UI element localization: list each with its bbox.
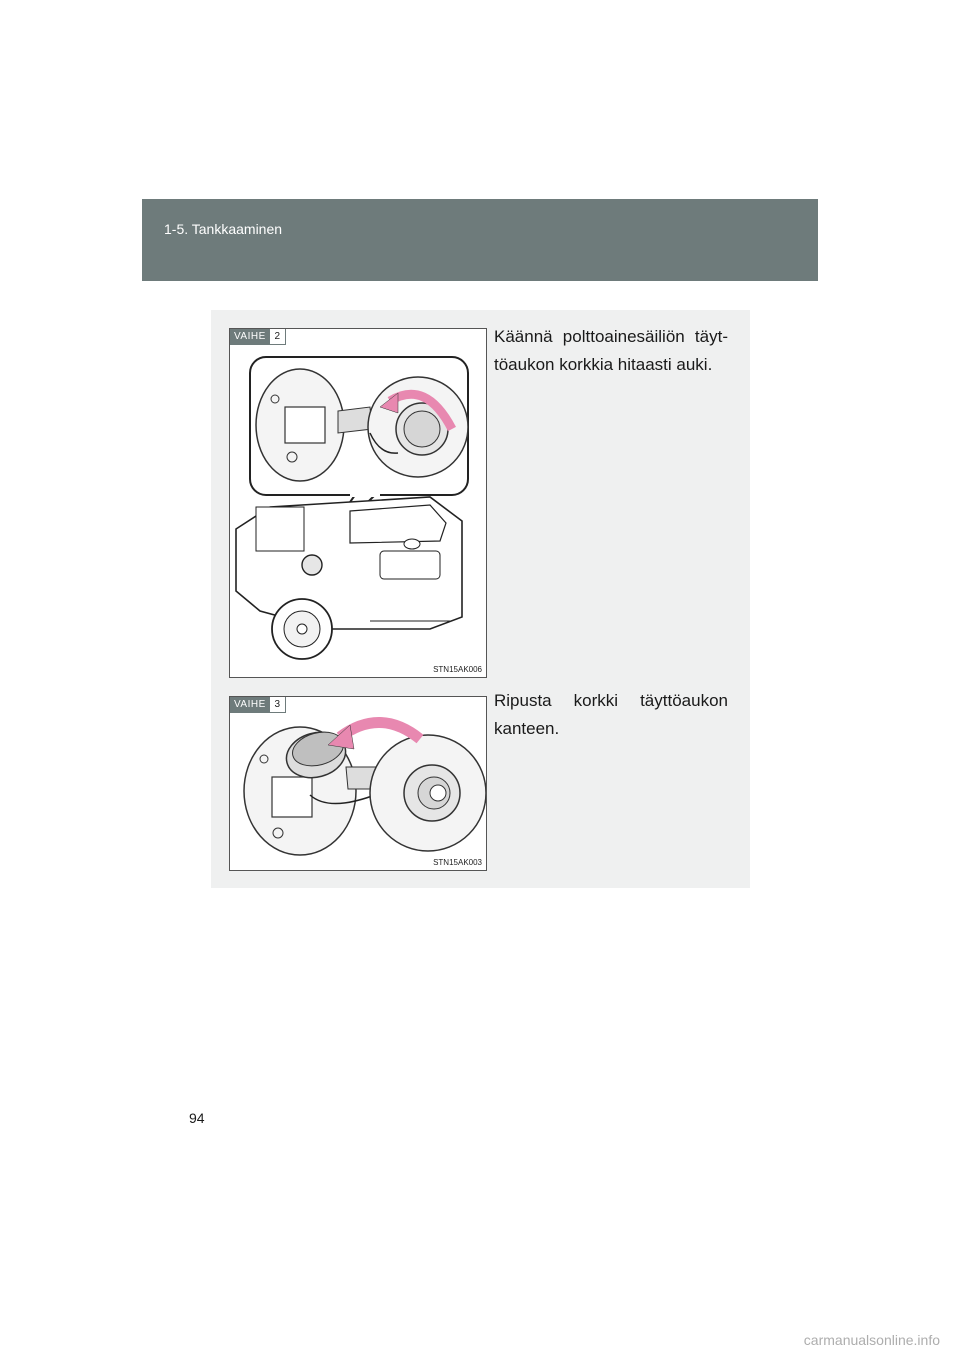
page-number: 94 (189, 1110, 205, 1126)
step-3-text: Ripusta korkki täyttöaukon kanteen. (494, 691, 728, 738)
fuel-cap-hang-illustration (230, 697, 486, 870)
watermark: carmanualsonline.info (803, 1332, 940, 1348)
figure-code: STN15AK003 (433, 858, 482, 867)
step-2-text: Käännä polttoainesäiliön täyt-töaukon korkkia hitaasti auki. (494, 327, 728, 374)
step-tag-word: VAIHE (230, 329, 270, 345)
section-title: 1-5. Tankkaaminen (164, 221, 283, 237)
step-tag-number: 3 (270, 697, 286, 713)
header-band (142, 199, 818, 281)
fuel-cap-turn-illustration (230, 329, 486, 677)
step-tag-number: 2 (270, 329, 286, 345)
step-tag (230, 697, 286, 713)
figure-step-2 (229, 328, 487, 678)
step-tag (230, 329, 286, 345)
figure-code: STN15AK006 (433, 665, 482, 674)
step-tag-word: VAIHE (230, 697, 270, 713)
figure-step-3 (229, 696, 487, 871)
